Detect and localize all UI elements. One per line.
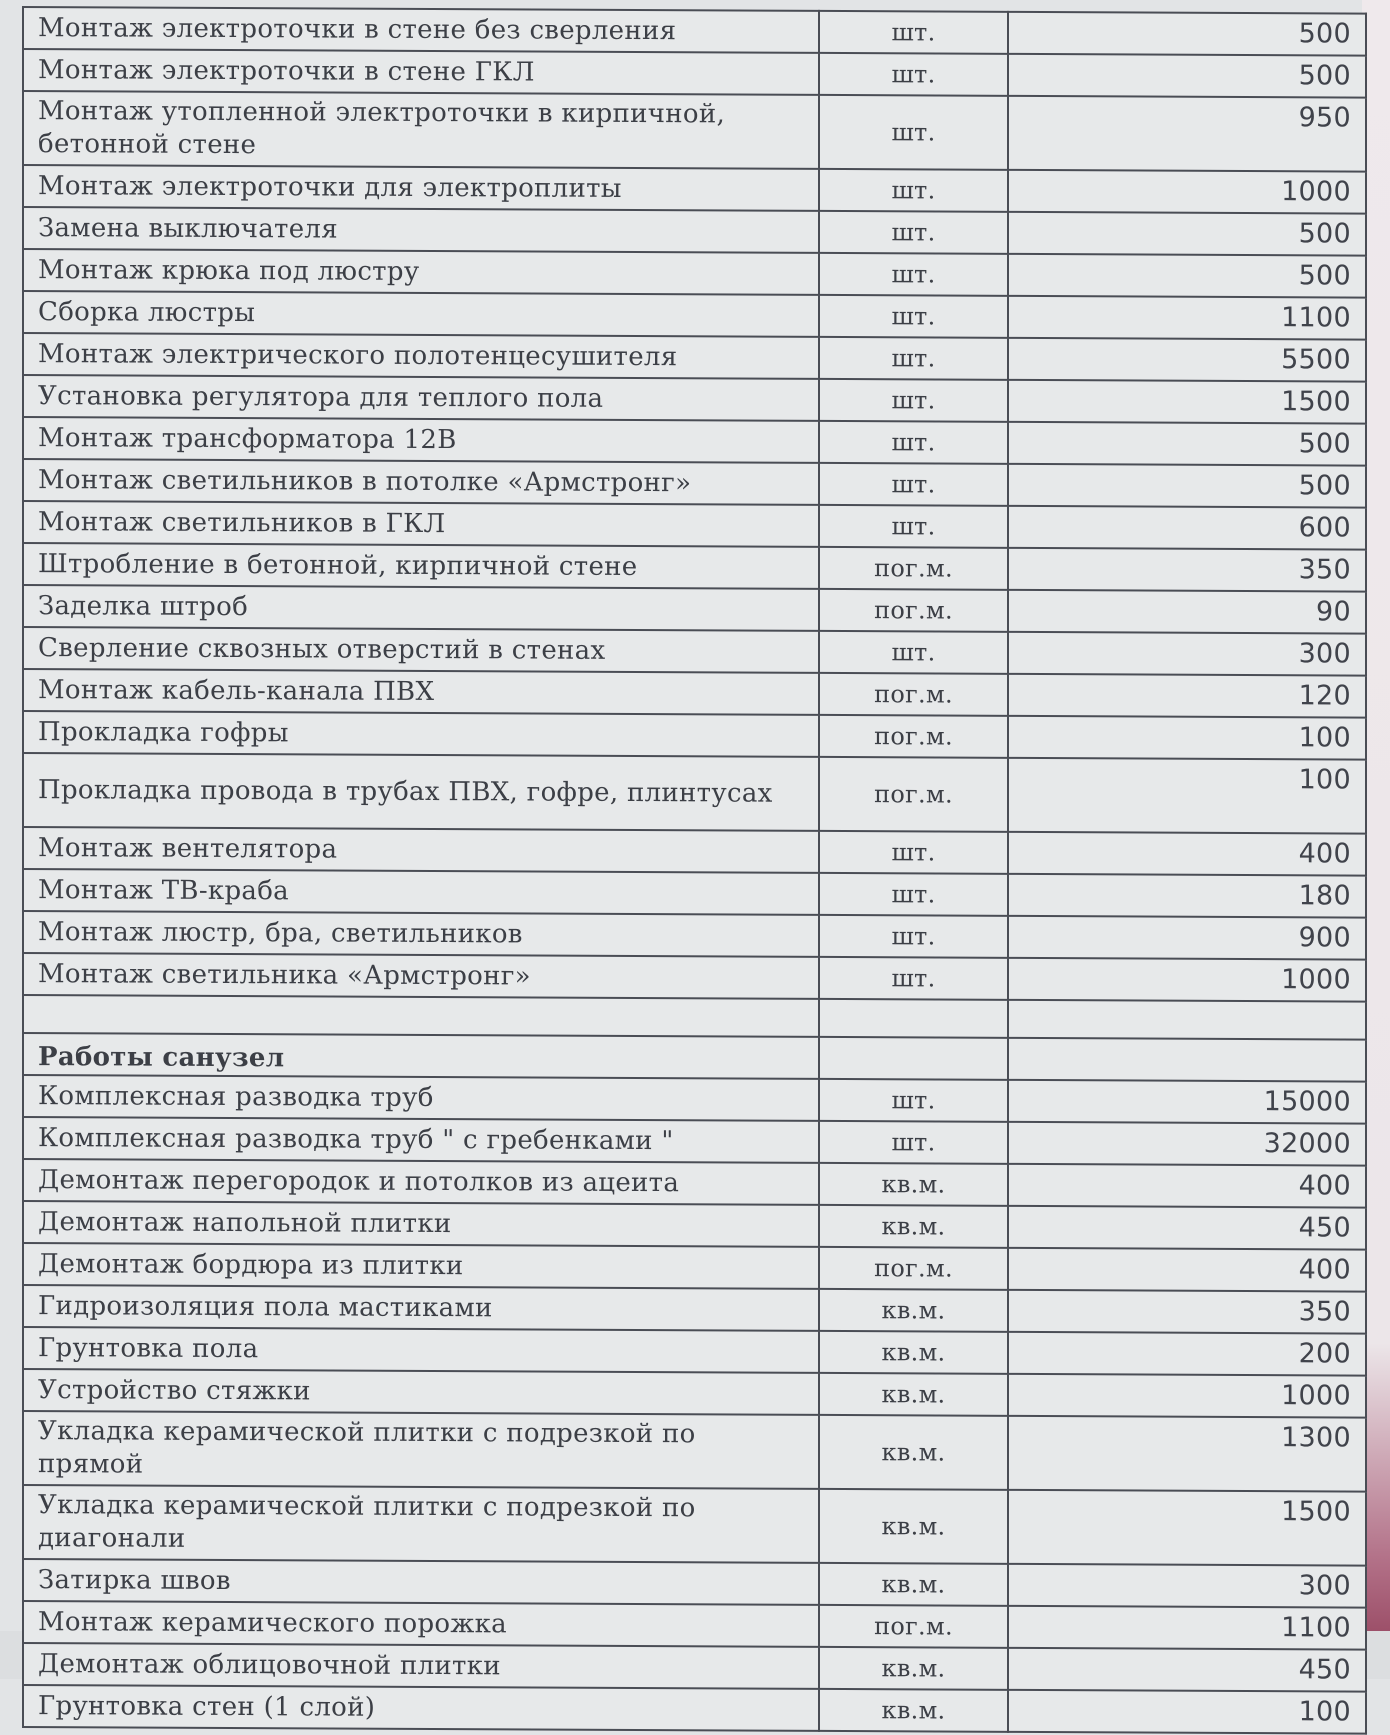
service-name: Замена выключателя [23,207,819,253]
table-row [23,207,1366,256]
table-row [23,669,1366,718]
service-name: Укладка керамической плитки с подрезкой по диагонали [23,1485,819,1563]
table-row [23,627,1366,676]
price-cell: 1500 [1008,380,1366,424]
table-row [23,1485,1366,1566]
unit-cell: пог.м. [819,589,1008,632]
table-row [23,1685,1366,1734]
service-name: Монтаж люстр, бра, светильников [23,911,819,957]
price-cell: 100 [1008,716,1366,760]
price-cell: 950 [1008,96,1366,172]
unit-cell: шт. [819,169,1008,212]
unit-cell: пог.м. [819,757,1008,832]
price-cell: 1000 [1008,1374,1366,1418]
price-cell: 32000 [1008,1122,1366,1166]
price-cell: 500 [1008,422,1366,466]
unit-cell: шт. [819,631,1008,674]
table-row [23,417,1366,466]
table-row [23,1285,1366,1334]
table-row [23,333,1366,382]
service-name: Комплексная разводка труб [23,1075,819,1121]
service-name: Комплексная разводка труб " с гребенками " [23,1117,819,1163]
unit-cell: кв.м. [819,1647,1008,1690]
price-cell: 180 [1008,874,1366,918]
unit-cell: кв.м. [819,1163,1008,1206]
price-cell: 600 [1008,506,1366,550]
service-name: Демонтаж напольной плитки [23,1201,819,1247]
unit-cell: шт. [819,957,1008,1000]
table-row [23,459,1366,508]
service-name: Монтаж кабель-канала ПВХ [23,669,819,715]
unit-cell: пог.м. [819,715,1008,758]
price-cell: 120 [1008,674,1366,718]
service-name: Монтаж ТВ-краба [23,869,819,915]
price-cell: 200 [1008,1332,1366,1376]
unit-cell: шт. [819,1079,1008,1122]
price-cell: 400 [1008,1164,1366,1208]
service-name: Грунтовка пола [23,1327,819,1373]
service-name: Монтаж электроточки в стене ГКЛ [23,49,819,95]
service-name: Укладка керамической плитки с подрезкой по прямой [23,1411,819,1489]
table-row [23,585,1366,634]
table-row [23,953,1366,1002]
price-list-sheet [22,6,1367,1735]
unit-cell: шт. [819,1121,1008,1164]
price-cell: 1500 [1008,1490,1366,1566]
price-cell: 15000 [1008,1080,1366,1124]
price-cell: 100 [1008,1690,1366,1734]
table-row [23,1243,1366,1292]
service-name: Заделка штроб [23,585,819,631]
unit-cell: шт. [819,379,1008,422]
price-cell: 1300 [1008,1416,1366,1492]
price-cell: 1100 [1008,1606,1366,1650]
table-row [23,1201,1366,1250]
price-cell [1008,1038,1366,1082]
unit-cell: пог.м. [819,547,1008,590]
unit-cell: шт. [819,253,1008,296]
table-row [23,1117,1366,1166]
price-cell [1008,1000,1366,1040]
price-table [22,6,1367,1735]
unit-cell: шт. [819,337,1008,380]
unit-cell [819,1037,1008,1080]
service-name [23,995,819,1037]
table-row [23,49,1366,98]
price-cell: 500 [1008,464,1366,508]
unit-cell: пог.м. [819,1605,1008,1648]
unit-cell: шт. [819,95,1008,170]
price-cell: 500 [1008,254,1366,298]
price-cell: 350 [1008,548,1366,592]
service-name: Монтаж утопленной электроточки в кирпичной, бетонной стене [23,91,819,169]
unit-cell: кв.м. [819,1205,1008,1248]
unit-cell: кв.м. [819,1563,1008,1606]
service-name: Гидроизоляция пола мастиками [23,1285,819,1331]
service-name: Грунтовка стен (1 слой) [23,1685,819,1731]
unit-cell: шт. [819,295,1008,338]
service-name: Демонтаж перегородок и потолков из ацеита [23,1159,819,1205]
table-row [23,249,1366,298]
price-cell: 1000 [1008,958,1366,1002]
unit-cell: кв.м. [819,1331,1008,1374]
table-row [23,1369,1366,1418]
price-cell: 1000 [1008,170,1366,214]
price-cell: 400 [1008,832,1366,876]
price-cell: 500 [1008,54,1366,98]
price-cell: 300 [1008,632,1366,676]
price-cell: 500 [1008,212,1366,256]
service-name: Монтаж светильников в ГКЛ [23,501,819,547]
service-name: Монтаж трансформатора 12В [23,417,819,463]
service-name: Прокладка гофры [23,711,819,757]
table-row [23,827,1366,876]
unit-cell: кв.м. [819,1373,1008,1416]
table-row [23,1601,1366,1650]
service-name: Монтаж электроточки для электроплиты [23,165,819,211]
service-name: Монтаж вентелятора [23,827,819,873]
service-name: Затирка швов [23,1559,819,1605]
unit-cell: пог.м. [819,1247,1008,1290]
table-row [23,291,1366,340]
price-cell: 500 [1008,12,1366,56]
unit-cell: шт. [819,873,1008,916]
table-row [23,1411,1366,1492]
price-cell: 400 [1008,1248,1366,1292]
unit-cell: кв.м. [819,1489,1008,1564]
section-title: Работы санузел [23,1033,819,1079]
service-name: Установка регулятора для теплого пола [23,375,819,421]
price-cell: 90 [1008,590,1366,634]
table-row [23,1075,1366,1124]
unit-cell: кв.м. [819,1415,1008,1490]
empty-row [23,995,1366,1040]
price-cell: 450 [1008,1206,1366,1250]
unit-cell: шт. [819,53,1008,96]
table-row [23,1327,1366,1376]
price-cell: 100 [1008,758,1366,834]
price-cell: 900 [1008,916,1366,960]
table-row [23,1159,1366,1208]
table-row [23,869,1366,918]
service-name: Монтаж светильников в потолке «Армстронг» [23,459,819,505]
price-cell: 350 [1008,1290,1366,1334]
service-name: Устройство стяжки [23,1369,819,1415]
service-name: Сборка люстры [23,291,819,337]
service-name: Прокладка провода в трубах ПВХ, гофре, плинтусах [23,753,819,831]
price-cell: 450 [1008,1648,1366,1692]
price-cell: 1100 [1008,296,1366,340]
service-name: Монтаж крюка под люстру [23,249,819,295]
table-row [23,7,1366,56]
unit-cell: шт. [819,11,1008,54]
table-row [23,911,1366,960]
service-name: Монтаж керамического порожка [23,1601,819,1647]
table-row [23,165,1366,214]
service-name: Монтаж светильника «Армстронг» [23,953,819,999]
unit-cell: шт. [819,211,1008,254]
service-name: Штробление в бетонной, кирпичной стене [23,543,819,589]
service-name: Монтаж электрического полотенцесушителя [23,333,819,379]
table-row [23,1559,1366,1608]
table-row [23,753,1366,834]
unit-cell [819,999,1008,1038]
table-row [23,543,1366,592]
unit-cell: кв.м. [819,1289,1008,1332]
unit-cell: шт. [819,463,1008,506]
unit-cell: пог.м. [819,673,1008,716]
service-name: Демонтаж бордюра из плитки [23,1243,819,1289]
unit-cell: шт. [819,505,1008,548]
price-cell: 300 [1008,1564,1366,1608]
table-row [23,501,1366,550]
service-name: Монтаж электроточки в стене без сверления [23,7,819,53]
service-name: Сверление сквозных отверстий в стенах [23,627,819,673]
table-row [23,1643,1366,1692]
table-row [23,375,1366,424]
section-header-row [23,1033,1366,1082]
unit-cell: шт. [819,421,1008,464]
unit-cell: шт. [819,915,1008,958]
table-row [23,711,1366,760]
service-name: Демонтаж облицовочной плитки [23,1643,819,1689]
table-row [23,91,1366,172]
price-cell: 5500 [1008,338,1366,382]
unit-cell: шт. [819,831,1008,874]
unit-cell: кв.м. [819,1689,1008,1732]
